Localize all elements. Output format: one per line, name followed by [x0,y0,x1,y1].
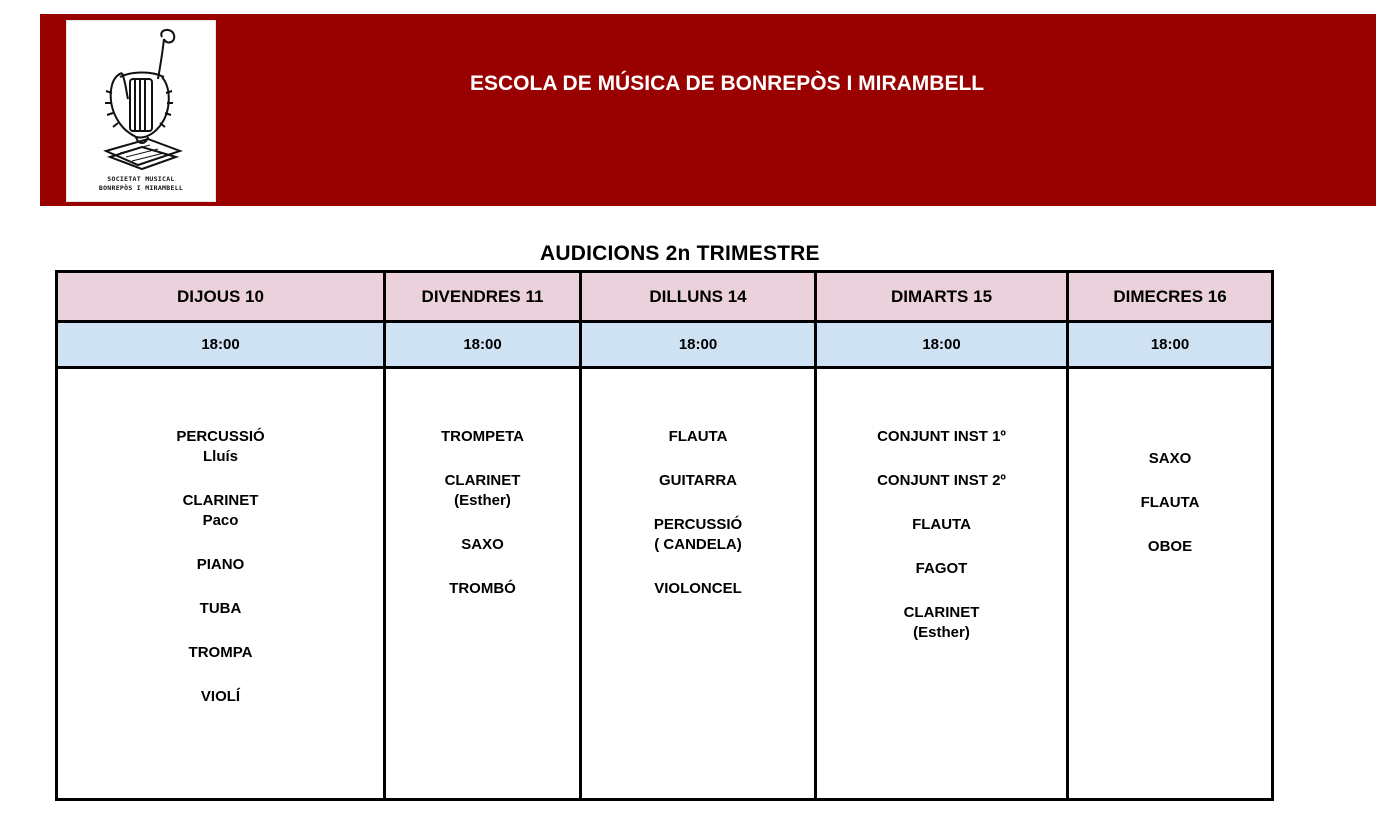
school-title: ESCOLA DE MÚSICA DE BONREPÒS I MIRAMBELL [470,72,985,95]
instrument-item [386,535,579,555]
instrument-cell [57,368,385,800]
instrument-list [1069,369,1271,557]
instrument-name: PIANO [196,556,245,573]
instrument-item [817,471,1066,491]
instrument-cell [1068,368,1273,800]
time-cell: 18:00 [57,322,385,368]
teacher-name: ( CANDELA) [654,536,742,553]
instrument-item [58,555,383,575]
instrument-name: CONJUNT INST 1º [877,428,1006,445]
day-header-row [57,272,1273,322]
instrument-cell [816,368,1068,800]
teacher-name: Paco [202,512,239,529]
instrument-name: CLARINET [444,472,521,489]
instrument-name: SAXO [461,536,504,553]
instrument-cell [385,368,581,800]
instrument-name: VIOLÍ [200,688,241,705]
instrument-item [582,471,814,491]
day-header: DILLUNS 14 [581,272,816,322]
time-cell: 18:00 [581,322,816,368]
instrument-list [386,369,579,599]
instrument-name: CLARINET [182,492,259,509]
instrument-name: VIOLONCEL [654,580,742,597]
instrument-item [1069,449,1271,469]
instrument-item [1069,537,1271,557]
day-header: DIMECRES 16 [1068,272,1273,322]
instrument-item [386,471,579,511]
instrument-list [582,369,814,599]
instrument-name: GUITARRA [658,472,738,489]
schedule-table [55,270,1274,801]
instrument-item [386,579,579,599]
instrument-item [58,643,383,663]
society-logo [66,20,216,202]
instrument-name: TROMBÓ [449,580,516,597]
instrument-name: OBOE [1147,538,1193,555]
schedule-title: AUDICIONS 2n TRIMESTRE [540,242,820,265]
instrument-item [1069,493,1271,513]
instrument-row [57,368,1273,800]
teacher-name: Lluís [202,448,238,465]
instrument-name: FAGOT [915,560,968,577]
instrument-name: PERCUSSIÓ [176,428,265,445]
instrument-name: TUBA [199,600,242,617]
instrument-cell [581,368,816,800]
instrument-item [817,515,1066,535]
instrument-name: CLARINET [903,604,980,621]
instrument-name: TROMPA [188,644,253,661]
instrument-item [58,491,383,531]
logo-caption-line1: SOCIETAT MUSICAL [107,175,175,183]
instrument-item [58,687,383,707]
day-header: DIJOUS 10 [57,272,385,322]
instrument-name: CONJUNT INST 2º [877,472,1006,489]
time-row [57,322,1273,368]
instrument-name: SAXO [1148,450,1192,467]
instrument-item [582,579,814,599]
instrument-item [817,603,1066,643]
instrument-name: FLAUTA [912,516,971,533]
instrument-list [58,369,383,707]
instrument-item [386,427,579,447]
lyre-icon [92,27,192,173]
header-band [40,14,1376,206]
day-header: DIVENDRES 11 [385,272,581,322]
teacher-name: (Esther) [454,492,511,509]
time-cell: 18:00 [1068,322,1273,368]
instrument-name: FLAUTA [1140,494,1200,511]
instrument-item [582,515,814,555]
instrument-item [58,599,383,619]
time-cell: 18:00 [816,322,1068,368]
instrument-list [817,369,1066,643]
instrument-item [817,427,1066,447]
teacher-name: (Esther) [913,624,970,641]
instrument-item [58,427,383,467]
instrument-name: FLAUTA [668,428,728,445]
instrument-name: PERCUSSIÓ [653,516,743,533]
logo-caption-line2: BONREPÒS I MIRAMBELL [98,184,184,192]
time-cell: 18:00 [385,322,581,368]
instrument-item [582,427,814,447]
instrument-name: TROMPETA [440,428,525,445]
instrument-item [817,559,1066,579]
day-header: DIMARTS 15 [816,272,1068,322]
